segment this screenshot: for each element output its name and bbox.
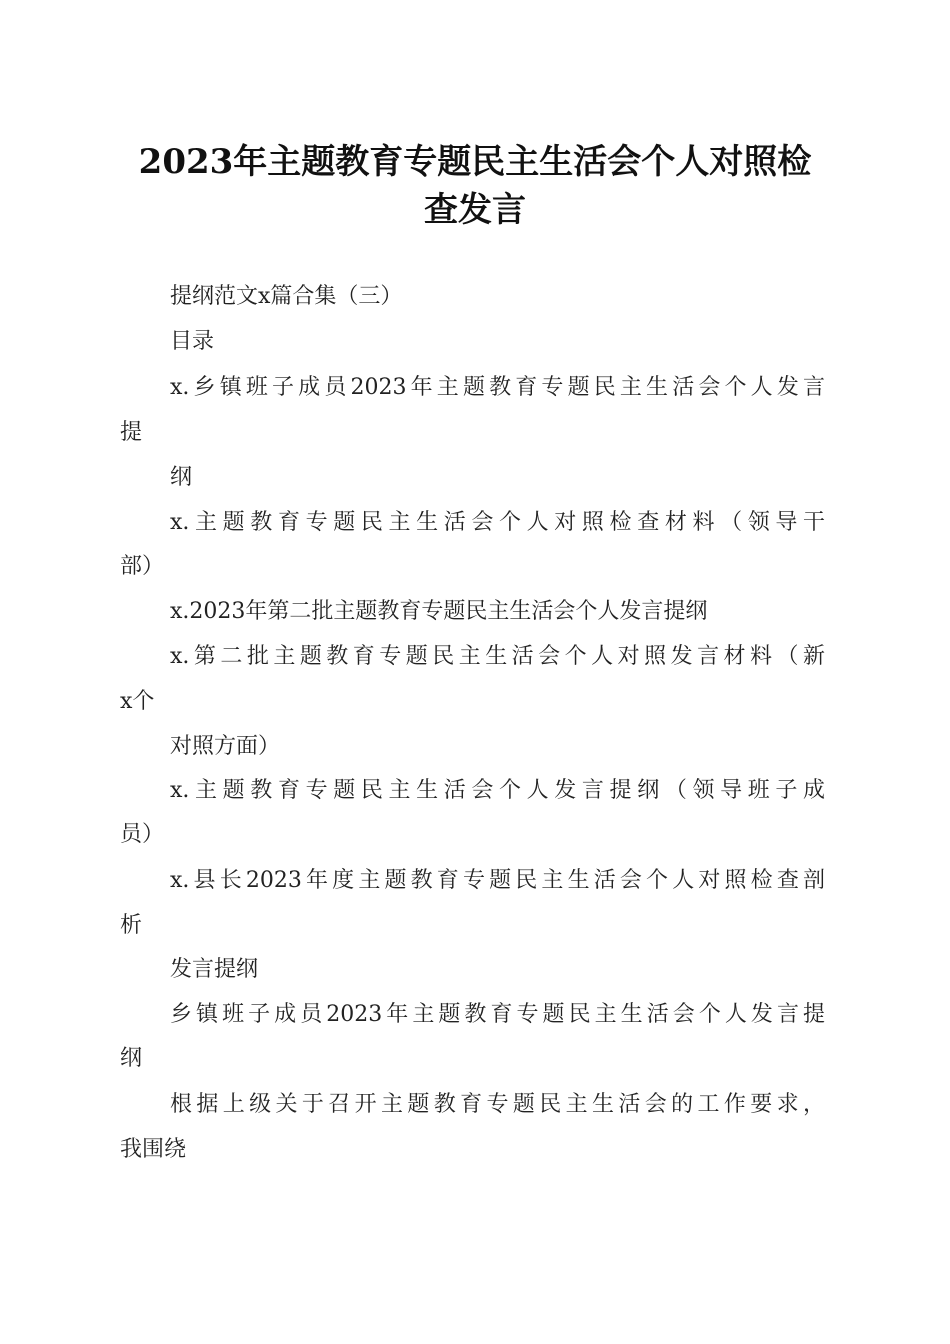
toc-item-continued: x个 <box>120 689 155 714</box>
toc-item-continued: 发言提纲 <box>170 957 259 982</box>
toc-item: x.2023年第二批主题教育专题民主生活会个人发言提纲 <box>170 599 708 624</box>
toc-item-continued: 析 <box>120 913 143 938</box>
document-title-line-2: 查发言 <box>424 190 526 230</box>
section-heading: 乡镇班子成员2023年主题教育专题民主生活会个人发言提 <box>170 1002 825 1027</box>
body-line: 目录 <box>170 329 215 354</box>
toc-item: x.乡镇班子成员2023年主题教育专题民主生活会个人发言 <box>170 375 825 400</box>
toc-item-continued: 员） <box>120 822 165 847</box>
toc-item: x.县长2023年度主题教育专题民主生活会个人对照检查剖 <box>170 868 825 893</box>
toc-item-continued: 纲 <box>170 465 193 490</box>
toc-item: x.主题教育专题民主生活会个人发言提纲（领导班子成 <box>170 778 825 803</box>
body-paragraph: 根据上级关于召开主题教育专题民主生活会的工作要求， <box>170 1092 825 1117</box>
toc-item-continued: 部） <box>120 554 165 579</box>
toc-item-continued: 提 <box>120 420 143 445</box>
section-heading-continued: 纲 <box>120 1046 143 1071</box>
toc-item-continued: 对照方面） <box>170 734 281 759</box>
toc-item: x.第二批主题教育专题民主生活会个人对照发言材料（新 <box>170 644 825 669</box>
document-title-line-1: 2023年主题教育专题民主生活会个人对照检 <box>138 142 812 182</box>
toc-item: x.主题教育专题民主生活会个人对照检查材料（领导干 <box>170 510 825 535</box>
body-paragraph-continued: 我围绕 <box>120 1137 187 1162</box>
body-line: 提纲范文x篇合集（三） <box>170 284 403 309</box>
